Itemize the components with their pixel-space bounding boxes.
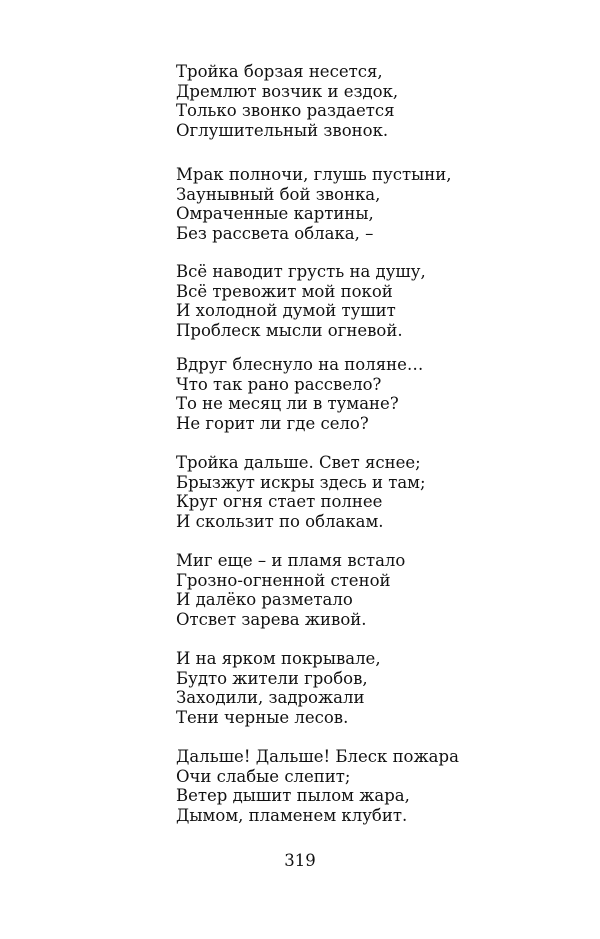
poem-line: И холодной думой тушит (176, 301, 396, 321)
poem-line: Тройка борзая несется, (176, 62, 383, 81)
poem-line: Очи слабые слепит; (176, 766, 351, 786)
poem-line: Отсвет зарева живой. (176, 610, 367, 630)
stanza-4 (176, 355, 423, 434)
poem-line: Что так рано рассвело? (176, 374, 382, 394)
page-number: 319 (284, 851, 316, 870)
poem-line: Не горит ли где село? (176, 414, 369, 434)
poem-line: Мрак полночи, глушь пустыни, (176, 165, 452, 184)
stanza-5 (176, 453, 426, 532)
poem-line: Омраченные картины, (176, 204, 374, 224)
stanza-3 (176, 262, 426, 341)
poem-line: Только звонко раздается (176, 101, 395, 121)
poem-line: Миг еще – и пламя встало (176, 551, 406, 570)
poem-line: Всё наводит грусть на душу, (176, 262, 426, 281)
poem-line: И на ярком покрывале, (176, 649, 381, 668)
poem-line: Оглушительный звонок. (176, 121, 389, 141)
poem-line: Всё тревожит мой покой (176, 281, 393, 301)
stanza-8 (176, 747, 459, 826)
poem-line: Дымом, пламенем клубит. (176, 806, 408, 826)
poem-line: Заунывный бой звонка, (176, 184, 381, 204)
stanza-1 (176, 62, 398, 141)
poem-line: Вдруг блеснуло на поляне… (176, 355, 424, 374)
poem-line: Без рассвета облака, – (176, 224, 374, 244)
poem-line: Тройка дальше. Свет яснее; (176, 453, 421, 472)
poem-line: Дальше! Дальше! Блеск пожара (176, 747, 459, 766)
poem-line: Тени черные лесов. (176, 708, 349, 728)
poem-line: И скользит по облакам. (176, 512, 384, 532)
stanza-7 (176, 649, 381, 728)
poem-line: Будто жители гробов, (176, 668, 368, 688)
poem-line: То не месяц ли в тумане? (176, 394, 399, 414)
stanza-2 (176, 165, 451, 244)
poem-line: И далёко разметало (176, 590, 353, 610)
poem-line: Грозно-огненной стеной (176, 570, 391, 590)
poem-line: Заходили, задрожали (176, 688, 365, 708)
poem-line: Проблеск мысли огневой. (176, 321, 403, 341)
poem-line: Дремлют возчик и ездок, (176, 81, 399, 101)
poem-line: Круг огня стает полнее (176, 492, 383, 512)
stanza-6 (176, 551, 405, 630)
poem-line: Брызжут искры здесь и там; (176, 472, 426, 492)
poem-line: Ветер дышит пылом жара, (176, 786, 410, 806)
